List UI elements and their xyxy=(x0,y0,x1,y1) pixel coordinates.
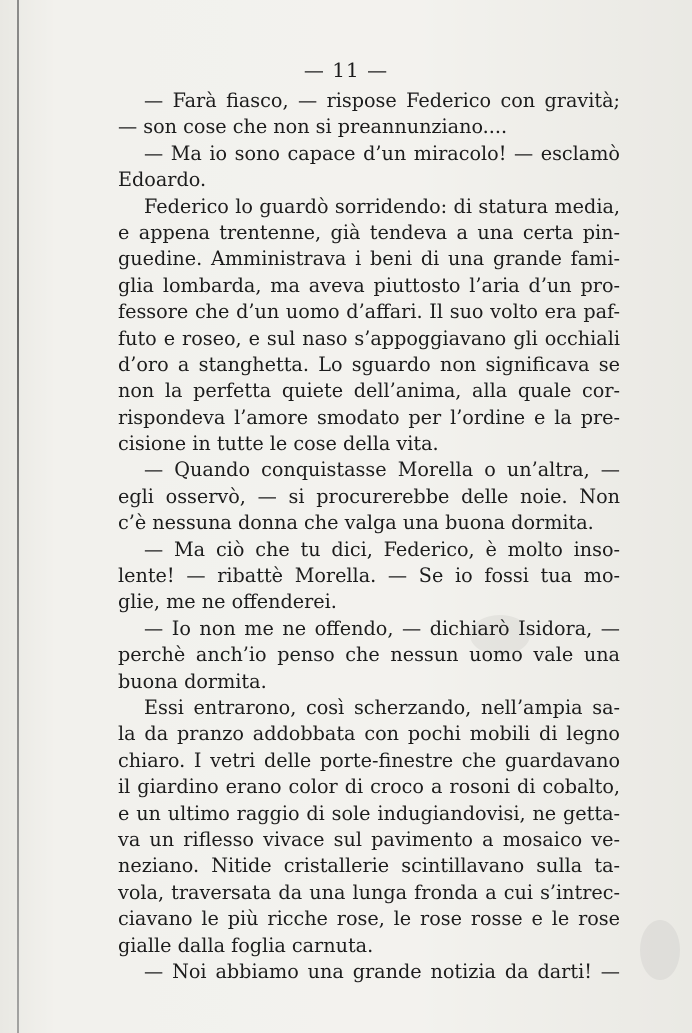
text-line: gialle dalla foglia carnuta. xyxy=(118,933,374,957)
body-text xyxy=(118,88,620,985)
page-number: — 11 — xyxy=(303,58,389,82)
text-line: Essi entrarono, così scherzando, nell’ampia sa- xyxy=(144,695,620,719)
text-line: neziano. Nitide cristallerie scintillavano sulla ta- xyxy=(118,854,620,878)
text-line: va un riflesso vivace sul pavimento a mosaico ve- xyxy=(118,827,620,851)
text-line: — Io non me ne offendo, — dichiarò Isidora, — xyxy=(144,616,620,640)
text-line: Federico lo guardò sorridendo: di statura media, xyxy=(144,194,620,218)
text-line: egli osservò, — si procurerebbe delle noie. Non xyxy=(118,484,620,508)
text-line: c’è nessuna donna che valga una buona dormita. xyxy=(118,511,594,535)
text-line: Edoardo. xyxy=(118,168,207,192)
text-line: perchè anch’io penso che nessun uomo vale una xyxy=(118,643,620,667)
text-line: ciavano le più ricche rose, le rose rosse e le rose xyxy=(118,907,620,931)
text-line: fessore che d’un uomo d’affari. Il suo volto era paf- xyxy=(118,300,620,324)
text-line: — Farà fiasco, — rispose Federico con gravità; xyxy=(144,89,620,112)
text-line: guedine. Amministrava i beni di una grande fami- xyxy=(118,247,620,271)
text-line: cisione in tutte le cose della vita. xyxy=(118,432,439,456)
binding-gutter-line xyxy=(17,0,19,1033)
text-line: futo e roseo, e sul naso s’appoggiavano gli occhiali xyxy=(118,326,620,350)
text-line: non la perfetta quiete dell’anima, alla quale cor- xyxy=(118,379,620,403)
text-line: — Ma ciò che tu dici, Federico, è molto inso- xyxy=(144,537,620,561)
text-line: e appena trentenne, già tendeva a una certa pin- xyxy=(118,220,620,244)
text-line: il giardino erano color di croco a rosoni di cobalto, xyxy=(118,775,620,799)
text-line: la da pranzo addobbata con pochi mobili di legno xyxy=(118,722,620,746)
text-line: — Quando conquistasse Morella o un’altra, — xyxy=(144,458,620,482)
text-line: glie, me ne offenderei. xyxy=(118,590,337,614)
text-line: — Ma io sono capace d’un miracolo! — esclamò xyxy=(144,141,620,165)
text-line: — Noi abbiamo una grande notizia da darti! — xyxy=(144,959,620,983)
text-line: lente! — ribattè Morella. — Se io fossi tua mo- xyxy=(118,564,620,588)
text-line: rispondeva l’amore smodato per l’ordine e la pre- xyxy=(118,405,620,429)
text-line: buona dormita. xyxy=(118,669,267,693)
text-line: vola, traversata da una lunga fronda a cui s’intrec- xyxy=(118,880,620,904)
text-line: e un ultimo raggio di sole indugiandovisi, ne getta- xyxy=(118,801,620,825)
text-line: chiaro. I vetri delle porte-finestre che guardavano xyxy=(118,748,620,772)
text-line: — son cose che non si preannunziano.... xyxy=(118,115,508,139)
text-line: glia lombarda, ma aveva piuttosto l’aria d’un pro- xyxy=(118,273,620,297)
paper-stain xyxy=(640,920,680,980)
text-line: d’oro a stanghetta. Lo sguardo non significava se xyxy=(118,352,620,376)
